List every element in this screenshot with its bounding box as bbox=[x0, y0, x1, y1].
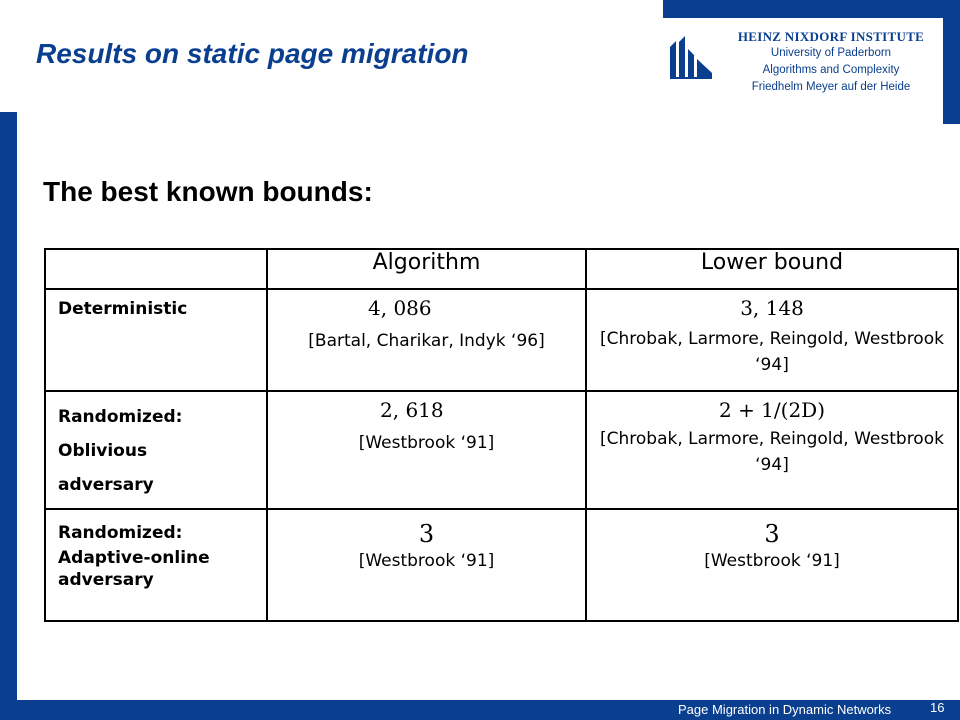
person-name: Friedhelm Meyer auf der Heide bbox=[751, 81, 911, 93]
institute-name: HEINZ NIXDORF INSTITUTE bbox=[737, 29, 925, 44]
row-label-line: Randomized: bbox=[58, 407, 183, 427]
table-row bbox=[45, 509, 958, 621]
table-header-row bbox=[45, 249, 958, 289]
algorithm-citation: [Westbrook ‘91] bbox=[358, 433, 495, 453]
lower-bound-citation: [Chrobak, Larmore, Reingold, Westbrook ‘94] bbox=[600, 329, 944, 375]
algorithm-cell bbox=[267, 391, 586, 509]
lower-bound-citation: [Westbrook ‘91] bbox=[704, 551, 840, 571]
algorithm-value: 3 bbox=[418, 520, 435, 548]
section-heading: The best known bounds: bbox=[43, 176, 373, 207]
lower-bound-cell bbox=[586, 509, 958, 621]
lower-bound-value: 3, 148 bbox=[740, 296, 804, 320]
right-accent-bar bbox=[943, 0, 960, 124]
algorithm-citation: [Westbrook ‘91] bbox=[358, 551, 495, 571]
row-label-line: adversary bbox=[58, 570, 154, 590]
lower-bound-value: 3 bbox=[764, 520, 780, 548]
group-name: Algorithms and Complexity bbox=[762, 64, 900, 76]
algorithm-cell bbox=[267, 289, 586, 391]
row-label bbox=[45, 391, 267, 509]
algorithm-value: 2, 618 bbox=[380, 398, 444, 422]
lower-bound-cell bbox=[586, 391, 958, 509]
lower-bound-cell bbox=[586, 289, 958, 391]
row-label-line: Adaptive-online bbox=[58, 548, 210, 568]
table-row bbox=[45, 289, 958, 391]
top-accent-bar bbox=[663, 0, 960, 18]
table-header-lower-bound: Lower bound bbox=[586, 249, 958, 289]
algorithm-cell bbox=[267, 509, 586, 621]
footer-text: Page Migration in Dynamic Networks bbox=[678, 702, 892, 717]
lower-bound-value: 2 + 1/(2D) bbox=[718, 398, 826, 422]
table-header-empty bbox=[45, 249, 267, 289]
row-label bbox=[45, 289, 267, 391]
row-label-line: adversary bbox=[58, 475, 154, 495]
row-label-line: Deterministic bbox=[58, 299, 188, 319]
page-number: 16 bbox=[930, 700, 945, 715]
algorithm-citation: [Bartal, Charikar, Indyk ‘96] bbox=[308, 331, 545, 351]
slide-title: Results on static page migration bbox=[36, 38, 469, 69]
row-label bbox=[45, 509, 267, 621]
institute-block bbox=[718, 28, 944, 96]
row-label-line: Randomized: bbox=[58, 523, 183, 543]
table-row bbox=[45, 391, 958, 509]
lower-bound-citation: [Chrobak, Larmore, Reingold, Westbrook ‘94] bbox=[600, 429, 944, 475]
row-label-line: Oblivious bbox=[58, 441, 148, 461]
table-header-algorithm: Algorithm bbox=[267, 249, 586, 289]
institute-logo-icon bbox=[668, 33, 714, 79]
algorithm-value: 4, 086 bbox=[368, 296, 432, 320]
left-accent-bar bbox=[0, 112, 17, 720]
university-name: University of Paderborn bbox=[770, 47, 892, 59]
bounds-table bbox=[44, 248, 959, 622]
